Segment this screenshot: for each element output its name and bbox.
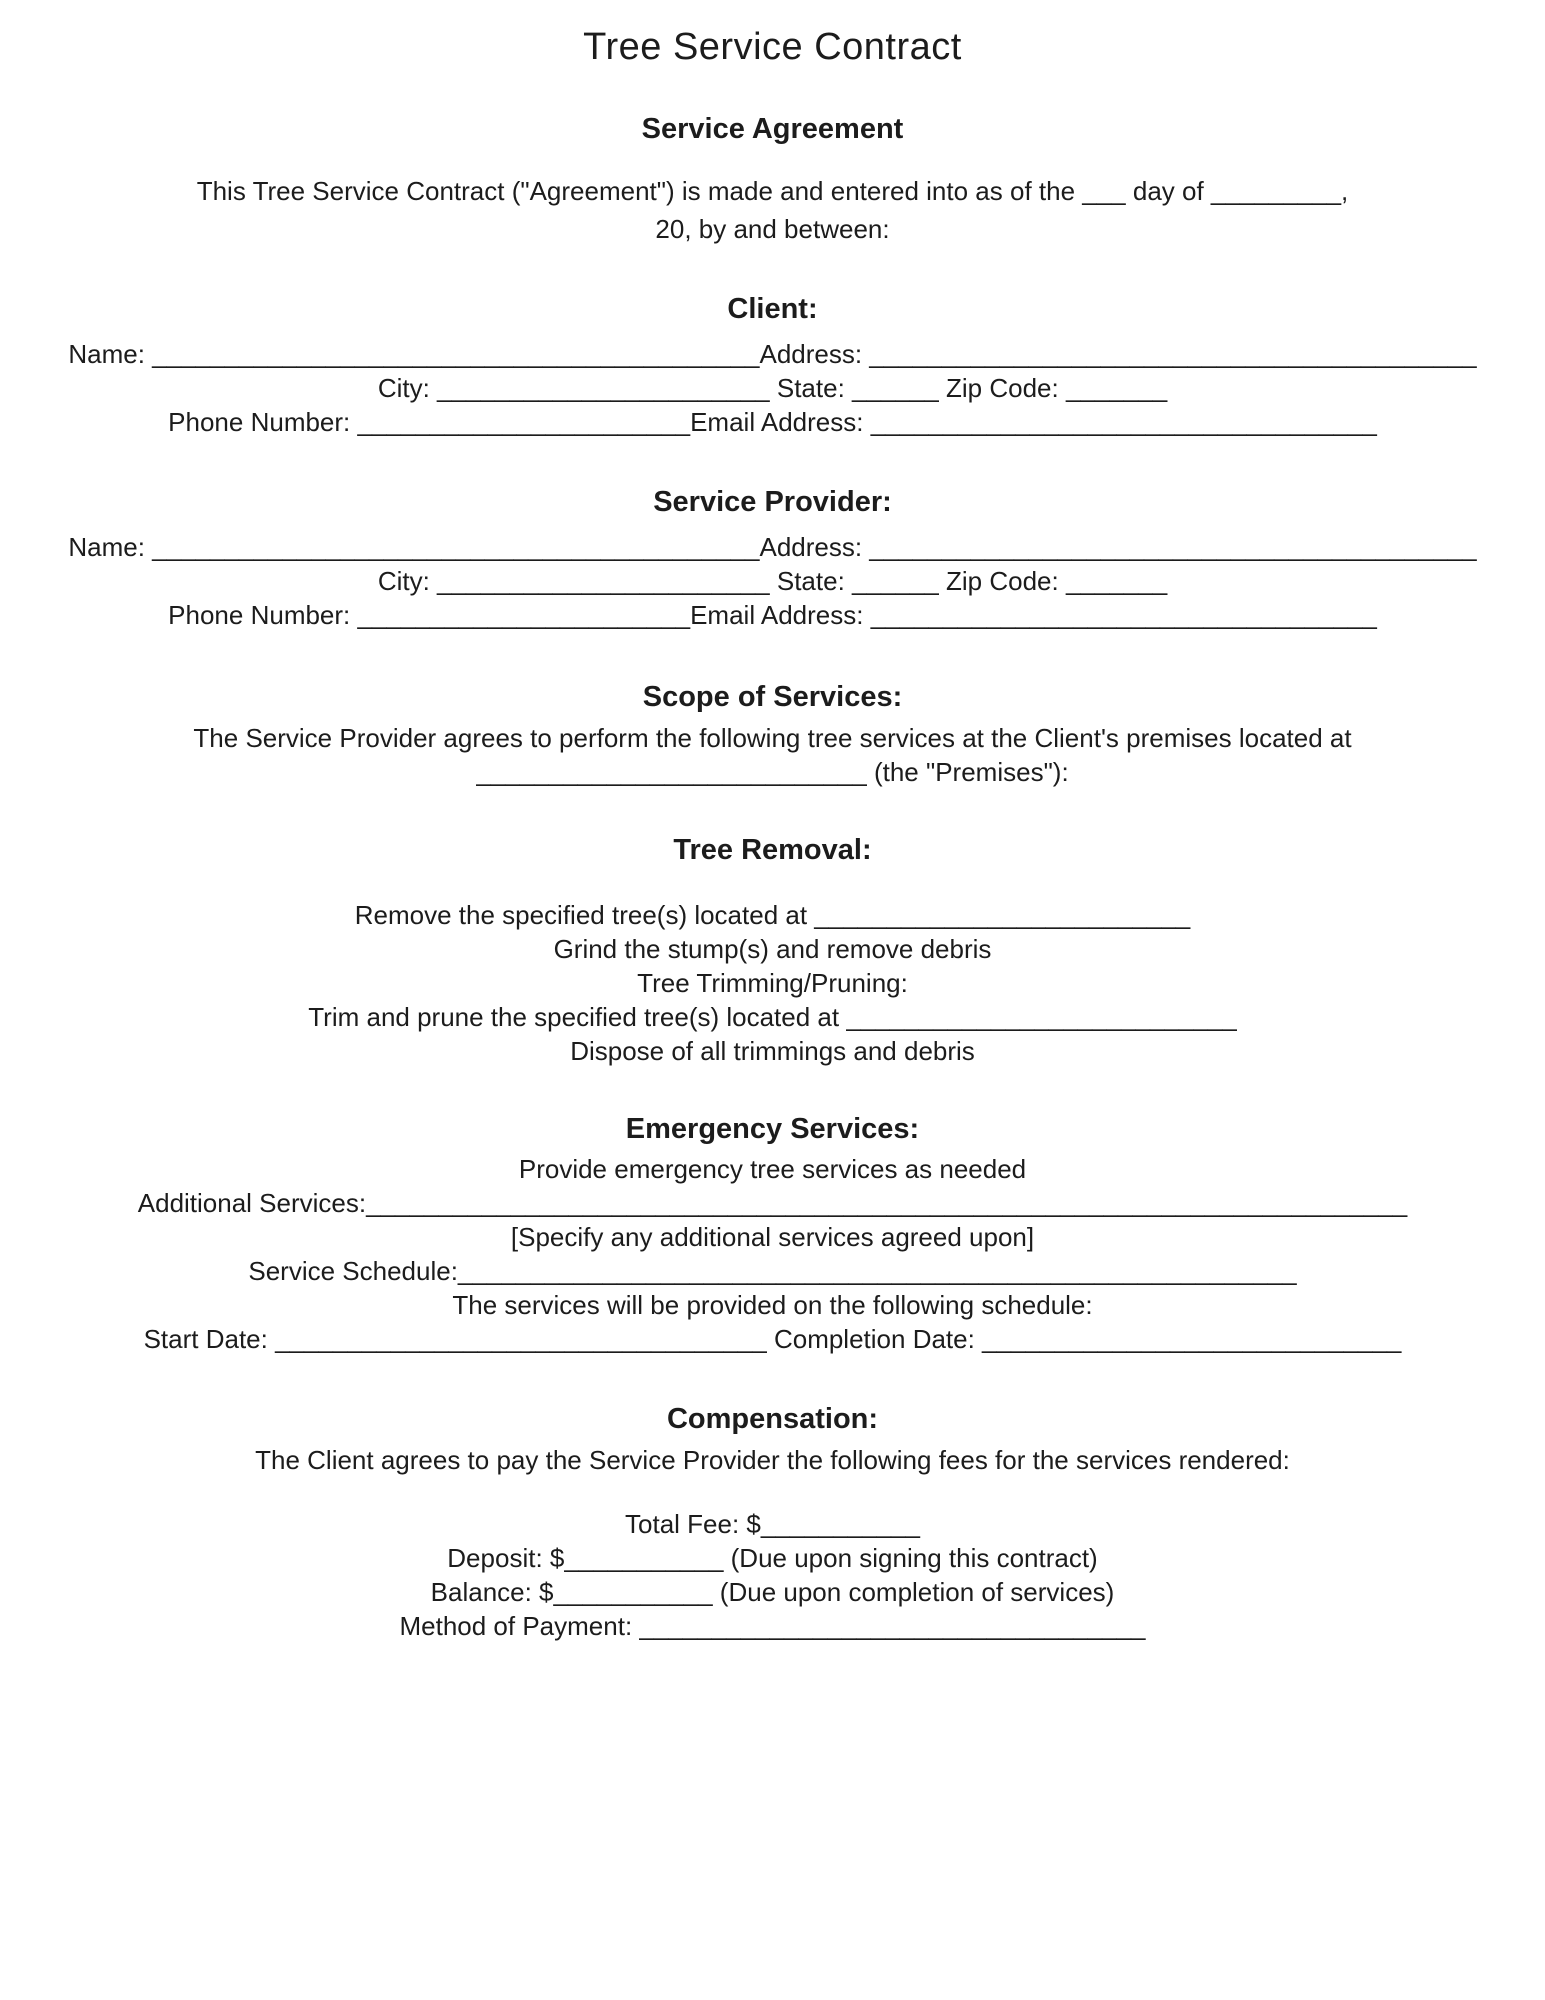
service-schedule-line: Service Schedule:__________________________________________________________ — [248, 1256, 1297, 1287]
tree-removal-item: Remove the specified tree(s) located at __________________________ — [354, 899, 1191, 930]
tree-removal-item: Grind the stump(s) and remove debris — [553, 933, 992, 964]
provider-phone-email-line: Phone Number: _______________________Email Address: ___________________________________ — [168, 600, 1377, 631]
client-phone-email-line: Phone Number: _______________________Email Address: ___________________________________ — [168, 407, 1377, 438]
section-client — [0, 292, 1545, 439]
section-compensation — [0, 1402, 1545, 1643]
scope-body-line-2: ___________________________ (the "Premises"): — [476, 756, 1069, 787]
tree-removal-item: Dispose of all trimmings and debris — [570, 1035, 975, 1066]
provider-city-state-zip-line: City: _______________________ State: ______ Zip Code: _______ — [377, 566, 1168, 597]
agreement-intro — [0, 172, 1545, 248]
section-service-agreement — [0, 112, 1545, 249]
section-emergency-services — [0, 1112, 1545, 1357]
scope-heading: Scope of Services: — [642, 681, 903, 714]
compensation-intro-line: The Client agrees to pay the Service Provider the following fees for the services rendered: — [255, 1445, 1290, 1476]
intro-line-2: 20, by and between: — [655, 214, 890, 245]
additional-services-note: [Specify any additional services agreed upon] — [510, 1222, 1035, 1253]
client-heading: Client: — [727, 293, 818, 326]
compensation-heading: Compensation: — [666, 1403, 879, 1436]
section-tree-removal — [0, 833, 1545, 1068]
section-service-provider — [0, 485, 1545, 632]
service-agreement-heading: Service Agreement — [641, 112, 904, 145]
start-completion-date-line: Start Date: __________________________________ Completion Date: _____________________________ — [143, 1324, 1402, 1355]
emergency-services-heading: Emergency Services: — [625, 1112, 920, 1145]
scope-body-line-1: The Service Provider agrees to perform the following tree services at the Client's premises located at — [193, 722, 1352, 753]
tree-removal-heading: Tree Removal: — [673, 833, 872, 866]
total-fee-line: Total Fee: $___________ — [625, 1509, 920, 1540]
deposit-line: Deposit: $___________ (Due upon signing this contract) — [447, 1543, 1098, 1574]
schedule-note-line: The services will be provided on the following schedule: — [452, 1290, 1093, 1321]
client-name-address-line: Name: __________________________________________Address: __________________________________________ — [68, 339, 1477, 370]
intro-line-1: This Tree Service Contract ("Agreement") is made and entered into as of the ___ day of _________, — [196, 176, 1349, 207]
tree-removal-item: Tree Trimming/Pruning: — [637, 967, 908, 998]
balance-line: Balance: $___________ (Due upon completion of services) — [430, 1577, 1115, 1608]
service-provider-heading: Service Provider: — [653, 486, 892, 519]
fees-block — [0, 1507, 1545, 1643]
method-of-payment-line: Method of Payment: ___________________________________ — [399, 1611, 1146, 1642]
page-title: Tree Service Contract — [583, 26, 962, 68]
additional-services-line: Additional Services:________________________________________________________________________ — [137, 1188, 1408, 1219]
emergency-line: Provide emergency tree services as needed — [518, 1154, 1027, 1185]
section-scope-of-services — [0, 680, 1545, 789]
tree-removal-item: Trim and prune the specified tree(s) located at ___________________________ — [308, 1001, 1237, 1032]
provider-name-address-line: Name: __________________________________________Address: __________________________________________ — [68, 532, 1477, 563]
client-city-state-zip-line: City: _______________________ State: ______ Zip Code: _______ — [377, 373, 1168, 404]
